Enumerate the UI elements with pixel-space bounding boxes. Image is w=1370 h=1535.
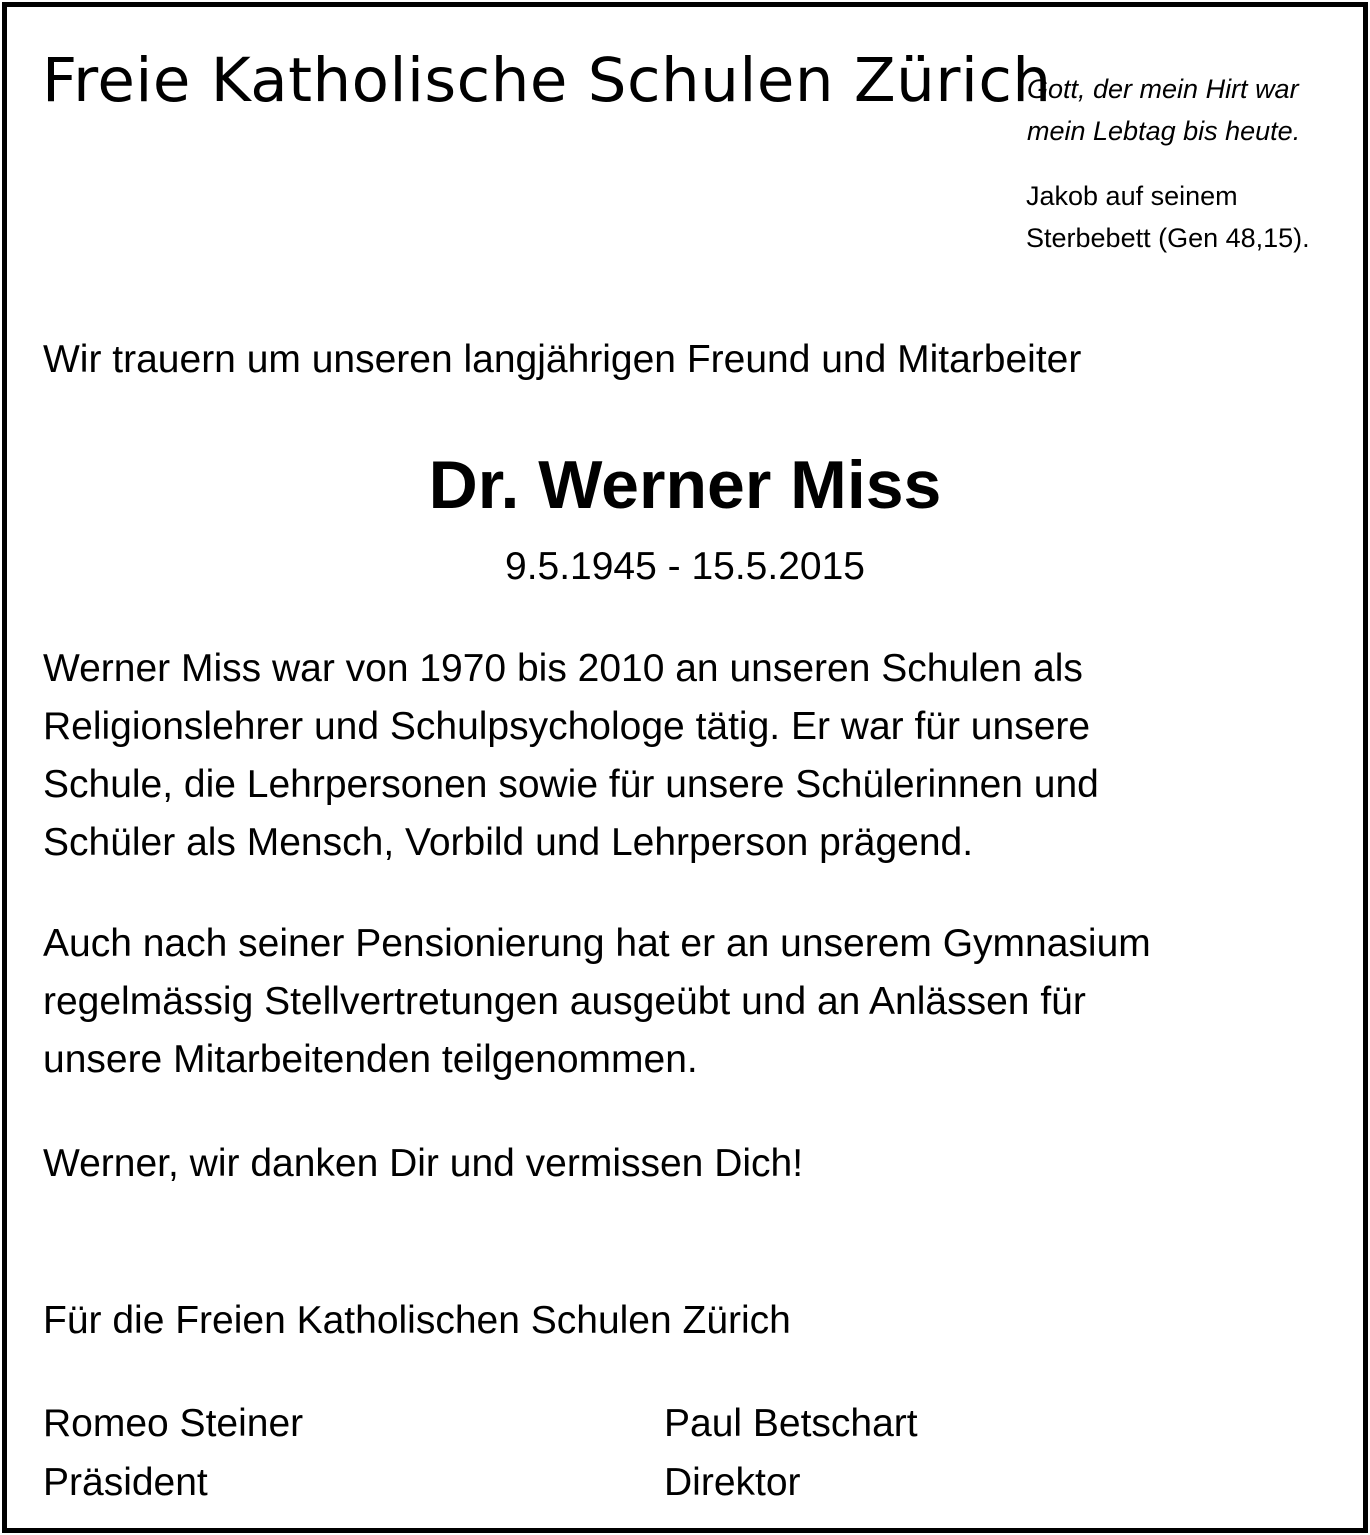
- mourning-intro: Wir trauern um unseren langjährigen Freund und Mitarbeiter: [43, 338, 1082, 381]
- signatory-name: Paul Betschart: [664, 1402, 918, 1445]
- paragraph-line: Religionslehrer und Schulpsychologe tätig. Er war für unsere: [43, 705, 1091, 748]
- paragraph-line: Schüler als Mensch, Vorbild und Lehrperson prägend.: [43, 821, 974, 864]
- bible-verse: [1027, 68, 1357, 152]
- paragraph-line: unsere Mitarbeitenden teilgenommen.: [43, 1038, 698, 1081]
- paragraph-line: Auch nach seiner Pensionierung hat er an unserem Gymnasium: [43, 922, 1151, 965]
- signatory-role: Direktor: [664, 1461, 801, 1504]
- bible-verse-line: mein Lebtag bis heute.: [1027, 116, 1301, 146]
- life-dates: 9.5.1945 - 15.5.2015: [505, 545, 865, 588]
- retirement-paragraph: [43, 915, 1333, 1089]
- farewell-line: [43, 1135, 1333, 1193]
- verse-source-line: Sterbebett (Gen 48,15).: [1026, 223, 1310, 253]
- verse-source: [1026, 175, 1361, 259]
- signatory-director: [664, 1394, 918, 1512]
- organization-title: Freie Katholische Schulen Zürich: [42, 45, 1052, 116]
- signatory-name: Romeo Steiner: [43, 1402, 304, 1445]
- paragraph-line: Werner Miss war von 1970 bis 2010 an unseren Schulen als: [43, 647, 1083, 690]
- signatory-role: Präsident: [43, 1461, 208, 1504]
- bible-verse-line: Gott, der mein Hirt war: [1027, 74, 1299, 104]
- paragraph-line: regelmässig Stellvertretungen ausgeübt und an Anlässen für: [43, 980, 1086, 1023]
- closing-line: Für die Freien Katholischen Schulen Zürich: [43, 1299, 791, 1342]
- paragraph-line: Werner, wir danken Dir und vermissen Dich!: [43, 1142, 804, 1185]
- tribute-paragraph: [43, 640, 1333, 872]
- verse-source-line: Jakob auf seinem: [1026, 181, 1238, 211]
- paragraph-line: Schule, die Lehrpersonen sowie für unsere Schülerinnen und: [43, 763, 1099, 806]
- deceased-name: Dr. Werner Miss: [428, 447, 942, 523]
- signatory-president: [43, 1394, 303, 1512]
